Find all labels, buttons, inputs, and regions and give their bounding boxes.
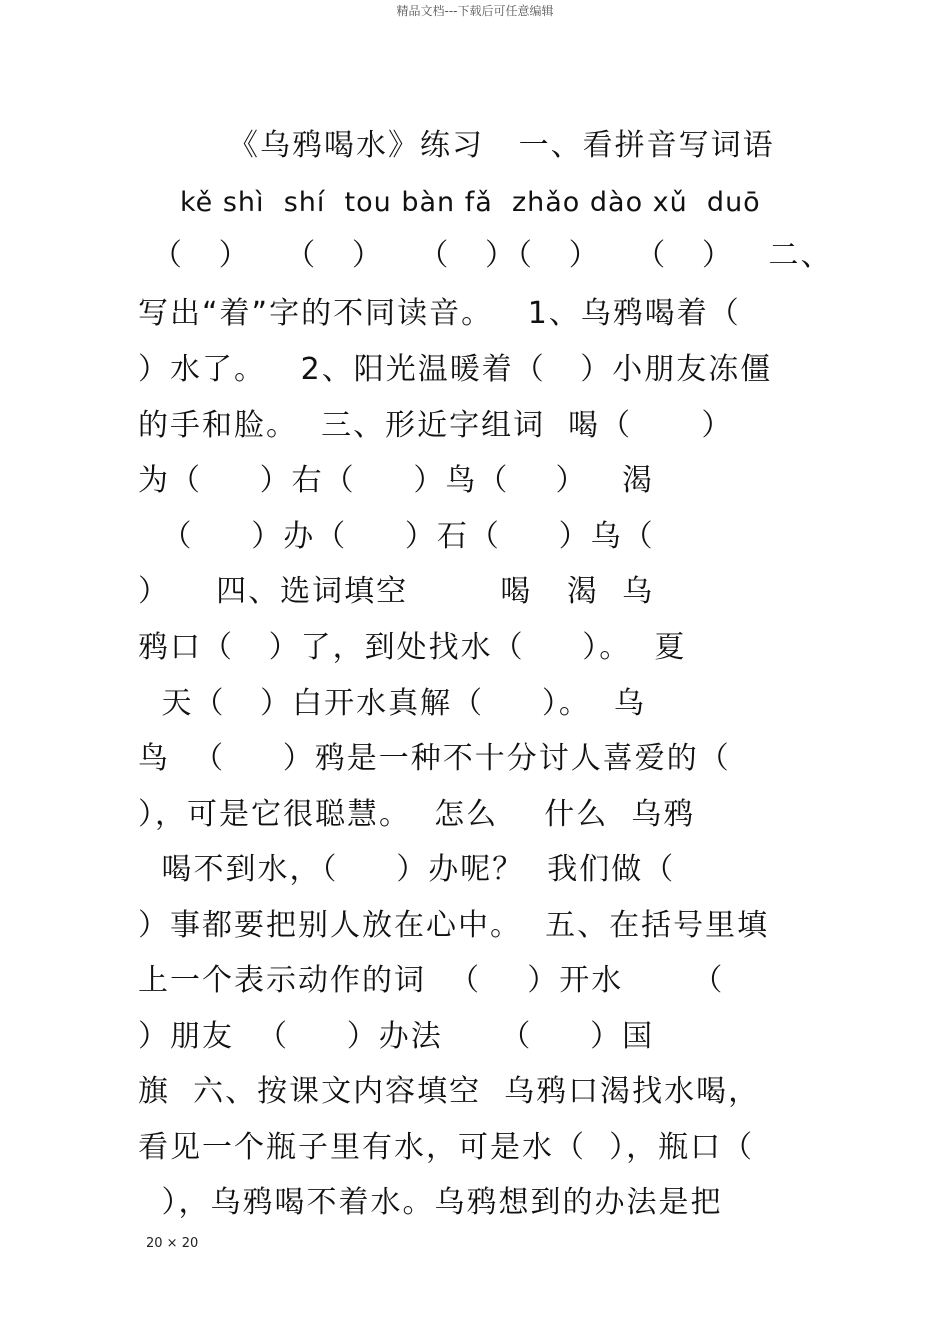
page-header: 精品文档---下载后可任意编辑 bbox=[396, 4, 554, 18]
text-line-20: ），乌鸦喝不着水。乌鸦想到的办法是把 bbox=[150, 1185, 723, 1220]
text-line-5: ）水了。 2、阳光温暖着（ ）小朋友冻僵 bbox=[138, 352, 773, 387]
text-line-9: ） 四、选词填空 喝 渴 乌 bbox=[138, 574, 655, 609]
text-line-8: （ ）办（ ）石（ ）乌（ bbox=[150, 519, 655, 554]
page-footer: 20 × 20 bbox=[146, 1236, 199, 1251]
text-line-10: 鸦口（ ）了，到处找水（ ）。 夏 bbox=[138, 630, 687, 665]
text-line-6: 的手和脸。 三、形近字组词 喝（ ） bbox=[138, 408, 734, 443]
text-line-16: 上一个表示动作的词 （ ）开水 （ bbox=[138, 963, 725, 998]
text-line-7: 为（ ）右（ ）鸟（ ） 渴 bbox=[138, 463, 655, 498]
title-line: 《乌鸦喝水》练习 一、看拼音写词语 bbox=[228, 128, 775, 163]
text-line-15: ）事都要把别人放在心中。 五、在括号里填 bbox=[138, 908, 770, 943]
text-line-4: 写出“着”字的不同读音。 1、乌鸦喝着（ bbox=[138, 296, 741, 331]
text-line-13: ），可是它很聪慧。 怎么 什么 乌鸦 bbox=[138, 797, 696, 832]
pinyin-line: kě shì shí tou bàn fǎ zhǎo dào xǔ duō bbox=[180, 187, 761, 218]
text-line-12: 鸟 （ ）鸦是一种不十分讨人喜爱的（ bbox=[138, 741, 731, 776]
text-line-3: （ ） （ ） （ ）（ ） （ ） 二、 bbox=[152, 238, 833, 273]
text-line-18: 旗 六、按课文内容填空 乌鸦口渴找水喝， bbox=[138, 1074, 761, 1109]
text-line-17: ）朋友 （ ）办法 （ ）国 bbox=[138, 1019, 655, 1054]
text-line-11: 天（ ）白开水真解（ ）。 乌 bbox=[150, 686, 646, 721]
text-line-19: 看见一个瓶子里有水，可是水（ ），瓶口（ bbox=[138, 1130, 755, 1165]
text-line-14: 喝不到水，（ ）办呢？ 我们做（ bbox=[150, 852, 676, 887]
